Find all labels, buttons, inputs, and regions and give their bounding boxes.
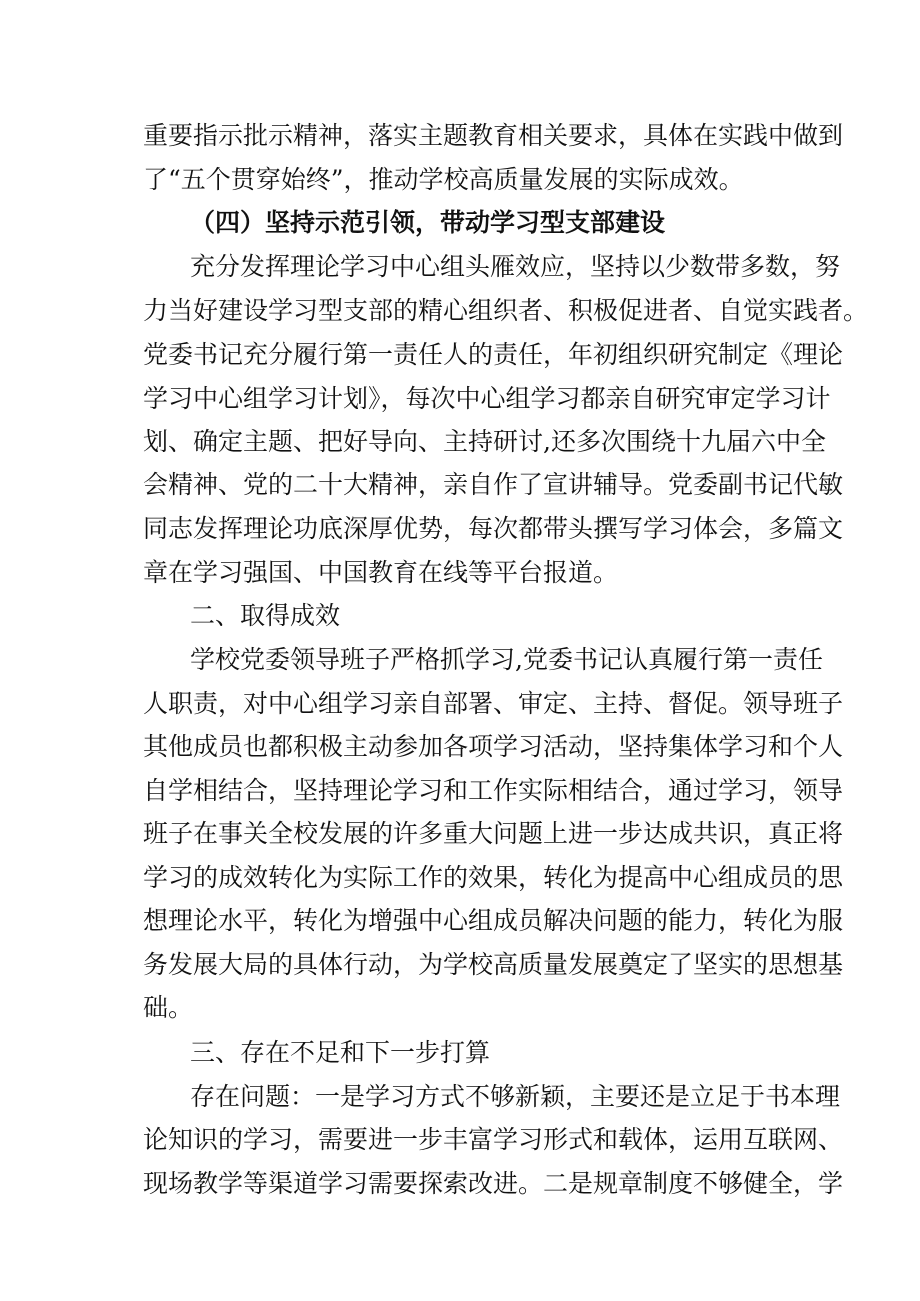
paragraph-line: 章在学习强国、中国教育在线等平台报道。 xyxy=(143,558,619,587)
paragraph-line: 同志发挥理论功底深厚优势，每次都带头撰写学习体会，多篇文 xyxy=(143,514,844,543)
paragraph-line: 人职责，对中心组学习亲自部署、审定、主持、督促。领导班子 xyxy=(143,689,844,718)
section-heading-3: 三、存在不足和下一步打算 xyxy=(190,1038,491,1067)
paragraph-line: 学校党委领导班子严格抓学习,党委书记认真履行第一责任 xyxy=(190,645,823,674)
paragraph-line: 论知识的学习，需要进一步丰富学习形式和载体，运用互联网、 xyxy=(143,1125,844,1154)
paragraph-line: 现场教学等渠道学习需要探索改进。二是规章制度不够健全，学 xyxy=(143,1169,844,1198)
section-heading-2: 二、取得成效 xyxy=(190,601,341,630)
paragraph-line: 力当好建设学习型支部的精心组织者、积极促进者、自觉实践者。 xyxy=(143,296,869,325)
paragraph-line: 重要指示批示精神，落实主题教育相关要求，具体在实践中做到 xyxy=(143,121,844,150)
paragraph-line: 学习中心组学习计划》，每次中心组学习都亲自研究审定学习计 xyxy=(143,384,831,413)
paragraph-line: 了“五个贯穿始终”，推动学校高质量发展的实际成效。 xyxy=(143,165,744,194)
paragraph-line: 会精神、党的二十大精神，亲自作了宣讲辅导。党委副书记代敏 xyxy=(143,470,844,499)
paragraph-line: 自学相结合，坚持理论学习和工作实际相结合，通过学习，领导 xyxy=(143,776,844,805)
section-heading-4: （四）坚持示范引领，带动学习型支部建设 xyxy=(190,208,666,237)
paragraph-line: 党委书记充分履行第一责任人的责任，年初组织研究制定《理论 xyxy=(143,340,844,369)
paragraph-line: 存在问题：一是学习方式不够新颖，主要还是立足于书本理 xyxy=(190,1082,841,1111)
paragraph-line: 划、确定主题、把好导向、主持研讨,还多次围绕十九届六中全 xyxy=(143,427,826,456)
paragraph-line: 础。 xyxy=(143,993,194,1022)
paragraph-line: 想理论水平，转化为增强中心组成员解决问题的能力，转化为服 xyxy=(143,906,844,935)
paragraph-line: 充分发挥理论学习中心组头雁效应，坚持以少数带多数，努 xyxy=(190,252,841,281)
paragraph-line: 学习的成效转化为实际工作的效果，转化为提高中心组成员的思 xyxy=(143,863,844,892)
paragraph-line: 务发展大局的具体行动，为学校高质量发展奠定了坚实的思想基 xyxy=(143,950,844,979)
paragraph-line: 班子在事关全校发展的许多重大问题上进一步达成共识，真正将 xyxy=(143,819,844,848)
paragraph-line: 其他成员也都积极主动参加各项学习活动，坚持集体学习和个人 xyxy=(143,732,844,761)
